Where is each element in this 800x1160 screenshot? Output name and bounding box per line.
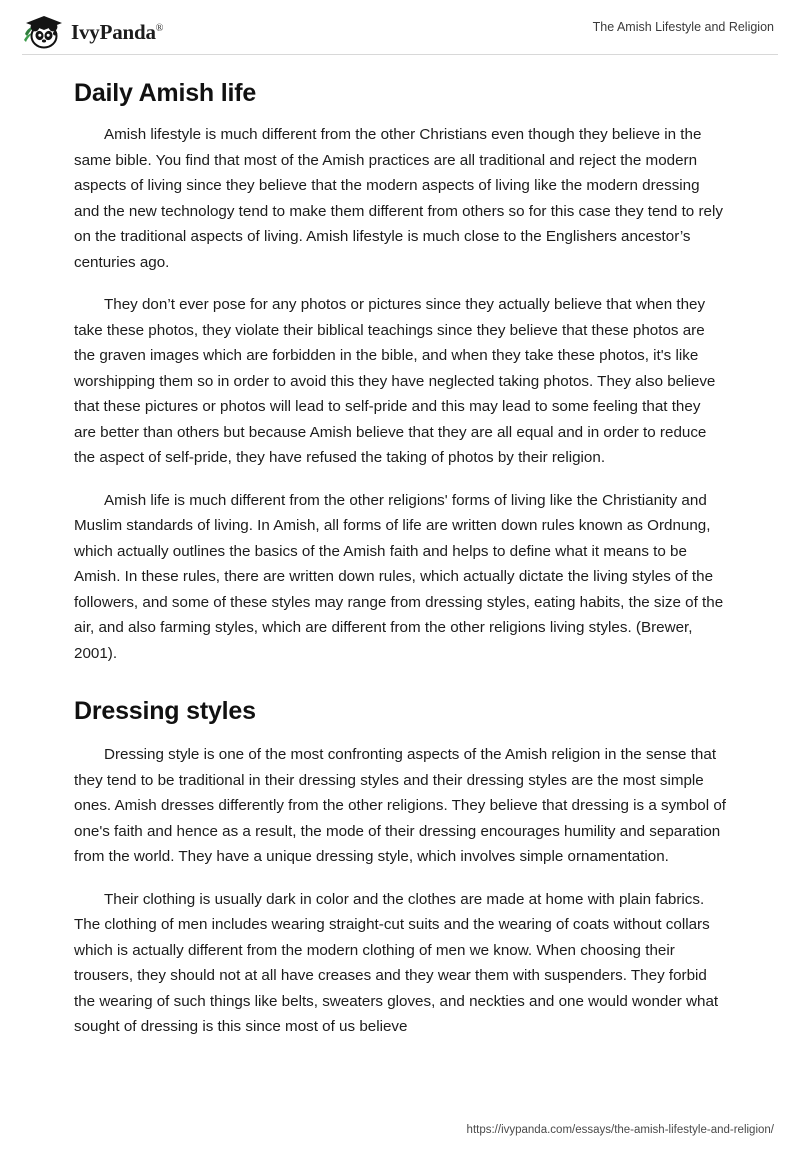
section-heading-dressing-styles: Dressing styles	[74, 697, 256, 725]
brand[interactable]	[22, 14, 163, 50]
paragraph: Their clothing is usually dark in color and the clothes are made at home with plain fabrics. The clothing of men includes wearing straight-cut suits and the wearing of coats without collars which is actually different from the modern clothing of men we know. When choosing their trousers, they should not at all have creases and they wear them with suspenders. They forbid the wearing of such things like belts, sweaters gloves, and neckties and one would wonder what sought of dressing is this since most of us believe	[74, 890, 719, 1035]
paragraph: Amish lifestyle is much different from the other Christians even though they believe in the same bible. You find that most of the Amish practices are all traditional and reject the modern aspects of living since they believe that the modern aspects of living like the modern dressing and the new technology tend to make them different from others so for this case they tend to rely on the traditional aspects of living. Amish lifestyle is much close to the Englishers ancestor’s centuries ago.	[74, 126, 723, 271]
brand-name-text: IvyPanda	[71, 19, 156, 44]
header-divider	[22, 54, 778, 55]
paragraph: Amish life is much different from the other religions' forms of living like the Christianity and Muslim standards of living. In Amish, all forms of life are written down rules known as Ordnung, which actually outlines the basics of the Amish faith and helps to define what it means to be Amish. In these rules, there are written down rules, which actually dictate the living styles of the followers, and some of these styles may range from dressing styles, eating habits, the size of the air, and also farming styles, which are different from the other religions living styles. (Brewer, 2001).	[74, 491, 724, 662]
brand-name	[71, 20, 163, 45]
section-heading-daily-amish-life: Daily Amish life	[74, 79, 257, 107]
graduation-cap-panda-logo-icon	[22, 14, 64, 50]
paragraph: They don’t ever pose for any photos or pictures since they actually believe that when they take these photos, they violate their biblical teachings since they believe that these photos are the graven images which are forbidden in the bible, and when they take these photos, it's like worshipping them so in order to avoid this they have neglected taking photos. They also believe that these pictures or photos will lead to self-pride and this may lead to some feeling that they are better than others but because Amish believe that they are all equal and in order to reduce the aspect of self-pride, they have refused the taking of photos by their religion.	[74, 296, 716, 466]
source-url-link[interactable]: https://ivypanda.com/essays/the-amish-lifestyle-and-religion/	[466, 1124, 774, 1136]
document-header	[0, 0, 800, 54]
registered-mark: ®	[155, 22, 164, 34]
document-footer	[0, 1124, 774, 1136]
document-content	[74, 66, 726, 1057]
paragraph: Dressing style is one of the most confronting aspects of the Amish religion in the sense that they tend to be traditional in their dressing styles and their dressing styles are the most simple ones. Amish dresses differently from the other religions. They believe that dressing is a symbol of one's faith and hence as a result, the mode of their dressing encourages humility and separation from the world. They have a unique dressing style, which involves simple ornamentation.	[74, 746, 726, 865]
document-title: The Amish Lifestyle and Religion	[592, 20, 774, 34]
